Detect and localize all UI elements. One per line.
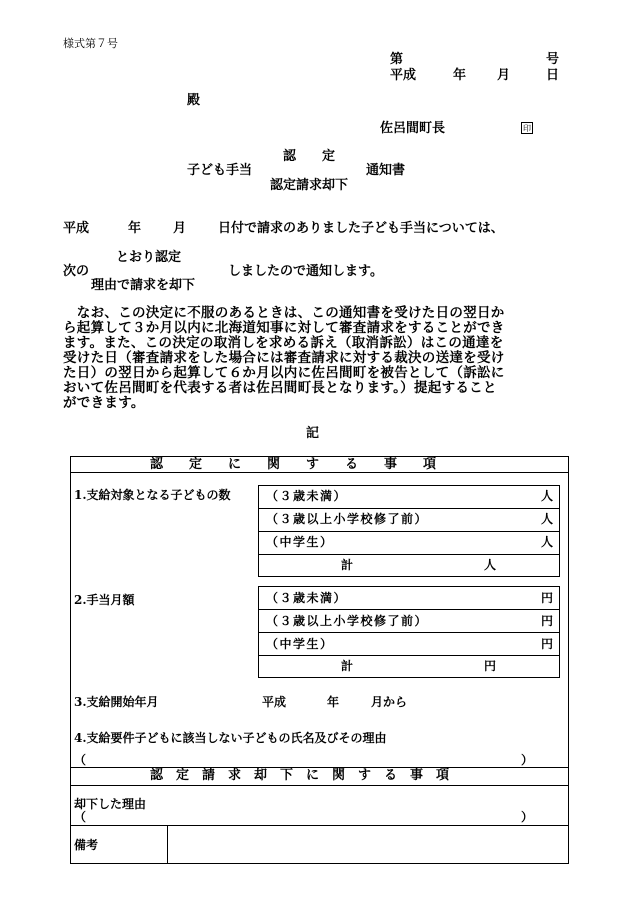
divider — [258, 531, 560, 532]
body-month: 月 — [173, 221, 187, 236]
reject-paren-open: （ — [74, 810, 87, 824]
item1-total-unit: 人 — [484, 558, 497, 572]
item1-row3-label: （中学生） — [266, 535, 334, 549]
reject-paren-close: ） — [521, 810, 534, 824]
divider — [70, 785, 569, 786]
item1-row2-unit: 人 — [541, 512, 554, 526]
issuer-name: 佐呂間町長 — [380, 121, 446, 136]
item1-row3-unit: 人 — [541, 535, 554, 549]
section2-header: 認 定 請 求 却 下 に 関 す る 事 項 — [150, 768, 450, 783]
notice-line-1: なお、この決定に不服のあるときは、この通知書を受けた日の翌日か — [63, 305, 505, 321]
notice-line-7: ができます。 — [63, 395, 145, 411]
item2-row1-unit: 円 — [541, 591, 554, 605]
body-option-approve: とおり認定 — [116, 250, 182, 265]
doc-number-prefix: 第 — [390, 52, 404, 67]
item2-row3-label: （中学生） — [266, 637, 334, 651]
title-prefix: 子ども手当 — [187, 163, 253, 178]
item4-paren-close: ） — [521, 753, 534, 767]
notice-line-6: おいて佐呂間町を代表する者は佐呂間町長となります。）提起すること — [63, 380, 497, 396]
seal-mark: 印 — [523, 124, 531, 133]
item2-total-unit: 円 — [484, 659, 497, 673]
divider — [70, 472, 569, 473]
body-line2-suffix: しましたので通知します。 — [228, 264, 383, 279]
body-option-reject: 理由で請求を却下 — [91, 278, 196, 293]
item3-label: 3.支給開始年月 — [74, 695, 159, 709]
form-number: 様式第７号 — [63, 37, 118, 50]
item1-total-label: 計 — [341, 558, 354, 572]
divider — [258, 655, 560, 656]
title-option-approve: 認 定 — [283, 149, 336, 164]
section1-header: 認 定 に 関 す る 事 項 — [150, 457, 437, 472]
notice-line-5: た日）の翌日から起算して６か月以内に佐呂間町を被告として（訴訟に — [63, 365, 505, 381]
divider — [167, 825, 168, 864]
notice-line-4: 受けた日（審査請求をした場合には審査請求に対する裁決の送達を受け — [63, 350, 505, 366]
divider — [258, 554, 560, 555]
notice-line-3: ます。また、この決定の取消しを求める訴え（取消訴訟）はこの通達を — [63, 335, 504, 351]
item1-row1-unit: 人 — [541, 489, 554, 503]
recipient-honorific: 殿 — [187, 93, 201, 108]
item3-year: 年 — [327, 695, 340, 709]
date-era: 平成 — [390, 68, 417, 83]
item2-row1-label: （３歳未満） — [266, 591, 348, 605]
divider — [258, 632, 560, 633]
ki-heading: 記 — [306, 426, 320, 441]
item4-label: 4.支給要件子どもに該当しない子どもの氏名及びその理由 — [74, 731, 387, 745]
item2-row2-unit: 円 — [541, 614, 554, 628]
body-line2-prefix: 次の — [63, 264, 90, 279]
body-line1-text: 日付で請求のありました子ども手当については、 — [218, 221, 504, 236]
item3-month: 月から — [371, 695, 408, 709]
item2-total-label: 計 — [341, 659, 354, 673]
item2-row3-unit: 円 — [541, 637, 554, 651]
divider — [70, 825, 569, 826]
body-year: 年 — [128, 221, 142, 236]
title-option-reject: 認定請求却下 — [270, 178, 349, 193]
date-day: 日 — [546, 68, 560, 83]
date-month: 月 — [497, 68, 511, 83]
body-era: 平成 — [63, 221, 90, 236]
item3-era: 平成 — [262, 695, 287, 709]
item4-paren-open: （ — [74, 753, 87, 767]
item2-row2-label: （３歳以上小学校修了前） — [266, 614, 429, 628]
title-suffix: 通知書 — [366, 163, 406, 178]
remarks-label: 備考 — [74, 838, 99, 852]
notice-line-2: ら起算して３か月以内に北海道知事に対して審査請求をすることができ — [63, 320, 505, 336]
item1-row2-label: （３歳以上小学校修了前） — [266, 512, 429, 526]
item1-row1-label: （３歳未満） — [266, 489, 348, 503]
date-year: 年 — [453, 68, 467, 83]
divider — [258, 609, 560, 610]
item2-label: 2.手当月額 — [74, 593, 135, 607]
reject-reason-label: 却下した理由 — [74, 797, 147, 811]
divider — [258, 508, 560, 509]
doc-number-suffix: 号 — [546, 52, 560, 67]
item1-label: 1.支給対象となる子どもの数 — [74, 488, 231, 502]
